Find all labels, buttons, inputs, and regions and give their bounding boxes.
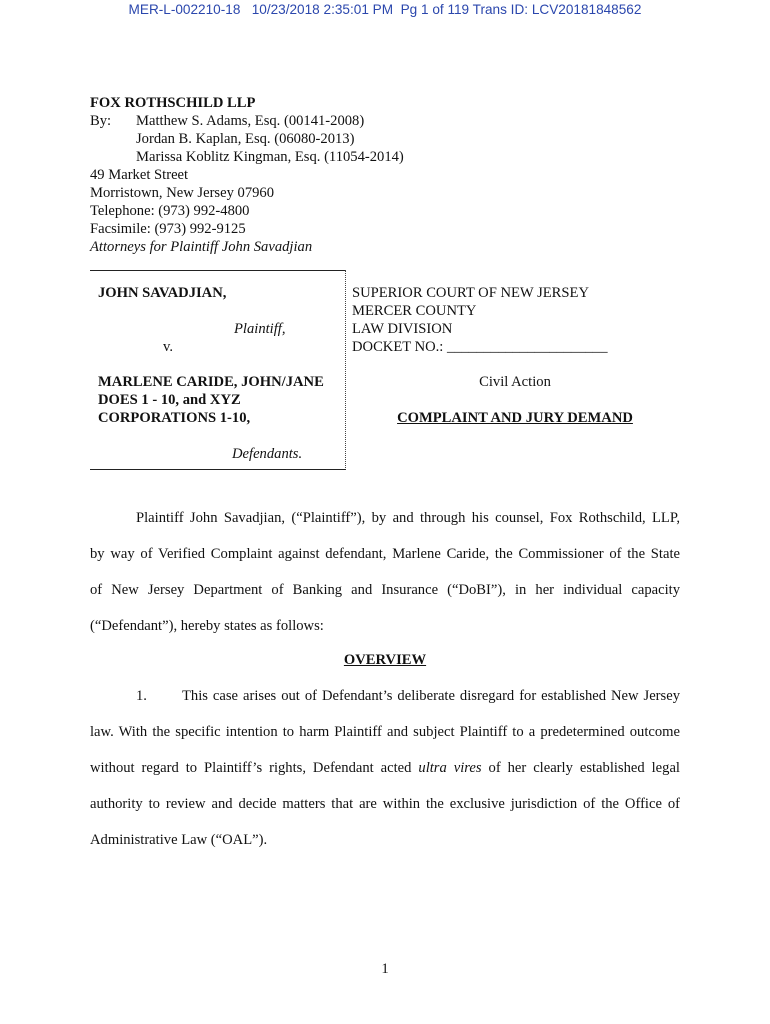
- overview-heading: OVERVIEW: [343, 652, 427, 668]
- court-line-3: LAW DIVISION: [352, 321, 453, 337]
- firm-name: FOX ROTHSCHILD LLP: [90, 95, 256, 111]
- attorney-1: Matthew S. Adams, Esq. (00141-2008): [136, 113, 365, 129]
- defendants-line-3: CORPORATIONS 1-10,: [98, 410, 251, 426]
- facsimile: Facsimile: (973) 992-9125: [90, 221, 246, 237]
- court-line-2: MERCER COUNTY: [352, 303, 477, 319]
- caption-top-rule: [90, 270, 346, 271]
- document-title: COMPLAINT AND JURY DEMAND: [397, 410, 633, 426]
- para-1-line-3-c: of her clearly established legal: [488, 760, 680, 776]
- para-1-line-3: [90, 759, 680, 777]
- attorneys-for: Attorneys for Plaintiff John Savadjian: [90, 239, 313, 255]
- plaintiff-label: Plaintiff,: [234, 321, 286, 337]
- defendants-line-2: DOES 1 - 10, and XYZ: [98, 392, 241, 408]
- para-1-line-4: authority to review and decide matters that are within the exclusive jurisdiction of the Office of: [90, 796, 680, 812]
- attorney-3: Marissa Koblitz Kingman, Esq. (11054-2014): [136, 149, 404, 165]
- caption-bottom-rule: [90, 469, 346, 470]
- intro-line-4: (“Defendant”), hereby states as follows:: [90, 618, 324, 634]
- para-1-line-3-a: without regard to Plaintiff’s rights, Defendant acted: [90, 760, 412, 776]
- docket-number: DOCKET NO.: ______________________: [352, 339, 608, 355]
- intro-line-3: of New Jersey Department of Banking and Insurance (“DoBI”), in her individual capacity: [90, 582, 680, 598]
- address-street: 49 Market Street: [90, 167, 189, 183]
- plaintiff-name: JOHN SAVADJIAN,: [98, 285, 227, 301]
- caption-divider: [345, 270, 346, 470]
- by-label: By:: [90, 113, 112, 129]
- para-1-line-5: Administrative Law (“OAL”).: [90, 832, 268, 848]
- attorney-2: Jordan B. Kaplan, Esq. (06080-2013): [136, 131, 355, 147]
- filing-stamp-header: MER-L-002210-18 10/23/2018 2:35:01 PM Pg 1 of 119 Trans ID: LCV20181848562: [128, 2, 642, 17]
- versus: v.: [163, 339, 173, 355]
- court-line-1: SUPERIOR COURT OF NEW JERSEY: [352, 285, 589, 301]
- paragraph-number: 1.: [136, 688, 147, 704]
- defendants-label: Defendants.: [232, 446, 303, 462]
- defendants-line-1: MARLENE CARIDE, JOHN/JANE: [98, 374, 324, 390]
- address-city: Morristown, New Jersey 07960: [90, 185, 275, 201]
- intro-line-1: Plaintiff John Savadjian, (“Plaintiff”), by and through his counsel, Fox Rothschild, LLP,: [136, 510, 680, 526]
- civil-action: Civil Action: [479, 374, 551, 390]
- para-1-line-1: This case arises out of Defendant’s deliberate disregard for established New Jersey: [182, 688, 680, 704]
- telephone: Telephone: (973) 992-4800: [90, 203, 250, 219]
- page-number: 1: [381, 961, 389, 977]
- ultra-vires: ultra vires: [418, 760, 482, 776]
- para-1-line-2: law. With the specific intention to harm Plaintiff and subject Plaintiff to a predetermined outcome: [90, 724, 680, 740]
- intro-line-2: by way of Verified Complaint against defendant, Marlene Caride, the Commissioner of the State: [90, 546, 680, 562]
